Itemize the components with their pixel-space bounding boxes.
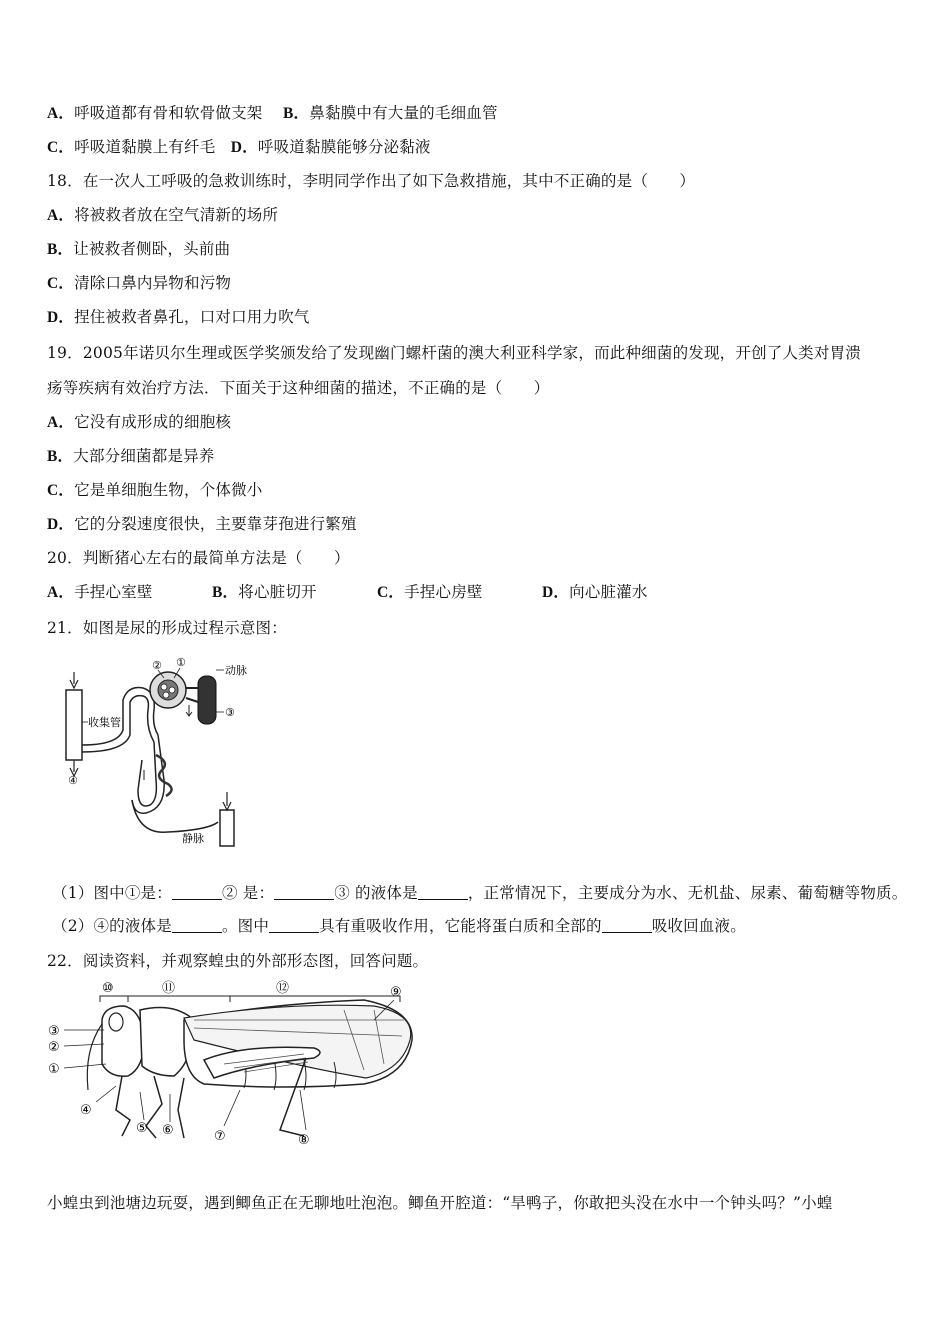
front-leg [116,1076,130,1136]
label-1: ① [176,656,186,669]
label-3: ③ [48,1024,60,1039]
label-9: ⑨ [390,985,402,1000]
loop-of-henle [138,742,156,806]
q21-part-2-b: 。图中 [221,917,270,935]
q19-option-b-letter: B． [47,448,74,465]
q20-option-a [47,580,212,602]
label-2: ② [152,659,162,672]
label-2: ② [48,1040,60,1055]
q18-option-d [47,305,310,327]
q21-stem: 21．如图是尿的形成过程示意图： [47,619,287,637]
label-3: ③ [225,706,235,719]
q21-blank-1[interactable] [172,884,222,901]
q17-options-row-2 [47,135,431,157]
q21-part-2-c: 具有重吸收作用，它能将蛋白质和全部的 [319,917,602,935]
q17-option-b-letter: B． [283,105,310,122]
q20-option-d [542,583,648,601]
q17-option-b-text: 鼻黏膜中有大量的毛细血管 [309,104,498,122]
middle-leg-2 [178,1078,184,1138]
q20-option-a-letter: A． [47,584,75,601]
label-1: ① [48,1062,60,1077]
q20-option-b-letter: B． [212,584,239,601]
label-8-leader [300,1090,306,1130]
locust-head [102,1006,144,1076]
q18-option-a-text: 将被救者放在空气清新的场所 [74,206,279,224]
efferent-arteriole [186,698,198,702]
label-4: ④ [68,774,78,787]
label-4-leader [96,1086,116,1102]
urine-formation-diagram [58,650,258,850]
flow-arrow-1 [186,705,192,716]
q19-stem-line-2: 疡等疾病有效治疗方法．下面关于这种细菌的描述，不正确的是（ ） [47,379,550,397]
q19-option-d [47,512,357,534]
label-6: ⑥ [162,1123,174,1138]
compound-eye [109,1013,123,1031]
q20-option-a-text: 手捏心室壁 [74,583,153,601]
q19-option-d-text: 它的分裂速度很快，主要靠芽孢进行繁殖 [74,515,357,533]
q18-option-c-letter: C． [47,275,75,292]
q19-option-c-letter: C． [47,482,75,499]
q21-part-1-d: ，正常情况下，主要成分为水、无机盐、尿素、葡萄糖等物质。 [467,884,908,902]
label-4: ④ [80,1103,92,1118]
label-5-leader [140,1092,144,1120]
q20-option-d-letter: D． [542,584,570,601]
q19-option-a-letter: A． [47,414,75,431]
collecting-duct-tube [66,690,82,760]
artery-vessel [198,676,216,724]
q20-option-c-letter: C． [377,584,405,601]
q17-options-row-1 [47,101,498,123]
q21-part-2-d: 吸收回血液。 [651,917,746,935]
q17-option-d-text: 呼吸道黏膜能够分泌黏液 [257,138,431,156]
q17-option-d-letter: D． [230,139,258,156]
q21-blank-2[interactable] [274,884,334,901]
label-collecting-duct: 收集管 [88,716,121,729]
q19-option-c-text: 它是单细胞生物，个体微小 [74,481,263,499]
q18-option-d-letter: D． [47,309,75,326]
q21-blank-4[interactable] [172,917,222,934]
q20-option-d-text: 向心脏灌水 [569,583,648,601]
label-vein: 静脉 [182,832,204,845]
q20-option-b [212,580,377,602]
q18-option-a-letter: A． [47,207,75,224]
q21-blank-3[interactable] [418,884,468,901]
q17-option-a-text: 呼吸道都有骨和软骨做支架 [74,104,263,122]
antenna [87,1024,102,1090]
q20-option-c-text: 手捏心房壁 [404,583,483,601]
label-11: ⑪ [162,981,176,996]
q19-stem-line-1: 19．2005年诺贝尔生理或医学奖颁发给了发现幽门螺杆菌的澳大利亚科学家，而此种细菌的发现，开创了人类对胃溃 [47,344,861,362]
q20-stem: 20．判断猪心左右的最简单方法是（ ） [47,549,350,567]
q19-option-a-text: 它没有成形成的细胞核 [74,413,232,431]
glomerulus-loop-2 [169,687,175,693]
label-12: ⑫ [276,981,290,996]
q19-option-c [47,478,263,500]
q21-part-1-a: （1）图中①是： [52,884,172,902]
q18-option-b-text: 让被救者侧卧，头前曲 [73,240,231,258]
q21-part-2-a: （2）④的液体是 [52,917,172,935]
q20-option-c [377,580,542,602]
q21-part-2 [52,914,746,936]
middle-leg-1 [146,1076,162,1138]
label-8: ⑧ [298,1133,310,1148]
q19-option-b-text: 大部分细菌都是异养 [73,447,215,465]
q18-option-b [47,237,230,259]
q18-option-c-text: 清除口鼻内异物和污物 [74,274,232,292]
label-7: ⑦ [214,1129,226,1144]
q18-option-b-letter: B． [47,241,74,258]
q21-part-1-b: ② 是： [221,884,275,902]
label-1-leader [64,1064,106,1068]
q21-blank-5[interactable] [269,917,319,934]
q21-part-1-c: ③ 的液体是 [334,884,418,902]
glomerulus-loop-1 [161,684,167,690]
q19-option-b [47,444,215,466]
glomerulus-loop-3 [163,692,169,698]
q20-options-row [47,580,648,602]
q17-option-c-text: 呼吸道黏膜上有纤毛 [74,138,216,156]
urine-formation-svg [58,650,258,850]
q18-option-d-text: 捏住被救者鼻孔，口对口用力吹气 [74,308,310,326]
bracket-head [100,996,128,1002]
label-7-leader [224,1090,240,1126]
q22-stem: 22．阅读资料，并观察蝗虫的外部形态图，回答问题。 [47,952,429,970]
vein-connection [132,800,218,832]
q18-stem: 18．在一次人工呼吸的急救训练时，李明同学作出了如下急救措施，其中不正确的是（ ） [47,172,696,190]
q22-passage: 小蝗虫到池塘边玩耍，遇到鲫鱼正在无聊地吐泡泡。鲫鱼开腔道：“旱鸭子，你敢把头没在水中一个钟头吗？”小蝗 [47,1194,833,1212]
q18-option-a [47,203,278,225]
q19-option-a [47,410,231,432]
q21-part-1 [52,881,907,903]
q19-option-d-letter: D． [47,516,75,533]
locust-diagram [44,980,424,1160]
bracket-thorax [128,996,230,1002]
q17-option-c-letter: C． [47,139,75,156]
q18-option-c [47,271,231,293]
q20-option-b-text: 将心脏切开 [238,583,317,601]
bracket-abdomen [230,996,400,1002]
label-artery: 动脉 [225,664,247,677]
label-5: ⑤ [136,1121,148,1136]
label-2-leader [64,1044,104,1046]
label-10: ⑩ [102,981,114,996]
vein-vessel [220,810,234,846]
locust-svg [44,980,424,1160]
q17-option-a-letter: A． [47,105,75,122]
q21-blank-6[interactable] [602,917,652,934]
